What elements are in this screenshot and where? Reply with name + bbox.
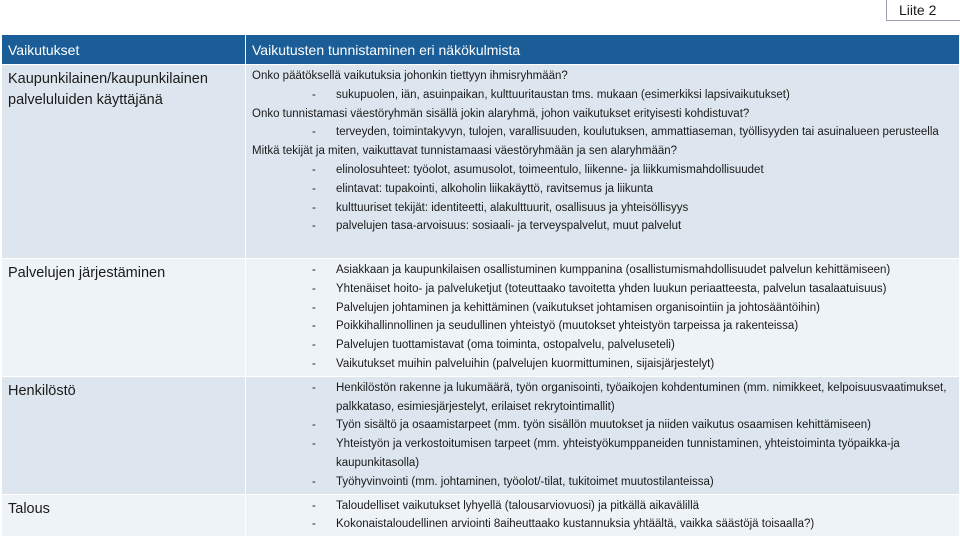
list-item: - Kokonaistaloudellinen arviointi 8aiheuttaako kustannuksia yhtäältä, vaikka säästöjä toisaalla?) bbox=[312, 518, 815, 531]
list-item: - Poikkihallinnollinen ja seudullinen yhteistyö (muutokset yhteistyön tarpeissa ja rakenteissa) bbox=[312, 320, 799, 333]
list-item: - Työhyvinvointi (mm. johtaminen, työolot/-tilat, tukitoimet muutostilanteissa) bbox=[312, 475, 714, 488]
attachment-label: Liite 2 bbox=[886, 0, 960, 21]
category-talous: Talous bbox=[2, 494, 246, 537]
list-item: - Yhtenäiset hoito- ja palveluketjut (toteuttaako tavoitetta yhden luukun periaatteesta, palvelun tasalaatuisuus) bbox=[312, 282, 887, 295]
impact-table bbox=[1, 34, 960, 537]
list-item: - Henkilöstön rakenne ja lukumäärä, työn organisointi, työaikojen kohdentuminen (mm. nimikkeet, kelpoisuusvaatimukset, palkkataso, esimiesjärjestelyt, erilaiset rekrytointimallit) bbox=[312, 381, 947, 413]
list-item: - sukupuolen, iän, asuinpaikan, kulttuuritaustan tms. mukaan (esimerkiksi lapsivaikutukset) bbox=[312, 88, 790, 101]
row-content bbox=[246, 65, 960, 259]
question: Onko tunnistamasi väestöryhmän sisällä jokin alaryhmä, johon vaikutukset erityisesti kohdistuvat? bbox=[252, 107, 750, 120]
list-item: - Taloudelliset vaikutukset lyhyellä (talousarviovuosi) ja pitkällä aikavälillä bbox=[312, 499, 700, 512]
row-content bbox=[246, 376, 960, 494]
list-item: - Yhteistyön ja verkostoitumisen tarpeet (mm. yhteistyökumppaneiden tunnistaminen, yhteistoiminta työpaikka-ja kaupunkitasolla) bbox=[312, 438, 900, 469]
category-kaupunkilainen: Kaupunkilainen/kaupunkilainen palveluluiden käyttäjänä bbox=[2, 65, 246, 259]
list-item: - elinolosuhteet: työolot, asumusolot, toimeentulo, liikenne- ja liikkumismahdollisuudet bbox=[312, 163, 764, 176]
list-item: - palvelujen tasa-arvoisuus: sosiaali- ja terveyspalvelut, muut palvelut bbox=[312, 220, 682, 233]
table-row bbox=[2, 65, 960, 259]
list-item: - Palvelujen tuottamistavat (oma toiminta, ostopalvelu, palveluseteli) bbox=[312, 339, 675, 352]
question: Mitkä tekijät ja miten, vaikuttavat tunnistamaasi väestöryhmään ja sen alaryhmään? bbox=[252, 145, 678, 158]
list-item: - elintavat: tupakointi, alkoholin liikakäyttö, ravitsemus ja liikunta bbox=[312, 182, 654, 195]
question: Onko päätöksellä vaikutuksia johonkin tiettyyn ihmisryhmään? bbox=[252, 70, 568, 82]
table-header-row bbox=[2, 35, 960, 65]
table-row bbox=[2, 494, 960, 537]
header-vaikutukset: Vaikutukset bbox=[2, 35, 246, 65]
row-content bbox=[246, 259, 960, 377]
category-henkilosto: Henkilöstö bbox=[2, 376, 246, 494]
table-row bbox=[2, 259, 960, 377]
row-content bbox=[246, 494, 960, 537]
category-palvelujen-jarjestaminen: Palvelujen järjestäminen bbox=[2, 259, 246, 377]
list-item: - terveyden, toimintakyvyn, tulojen, varallisuuden, koulutuksen, ammattiaseman, työllisyyden tai asuinalueen perusteella bbox=[312, 126, 939, 139]
table-row bbox=[2, 376, 960, 494]
list-item: - Asiakkaan ja kaupunkilaisen osallistuminen kumppanina (osallistumismahdollisuudet palvelun kehittämiseen) bbox=[312, 264, 891, 276]
header-tunnistaminen: Vaikutusten tunnistaminen eri näkökulmista bbox=[246, 35, 960, 65]
list-item: - Vaikutukset muihin palveluihin (palvelujen kuormittuminen, sijaisjärjestelyt) bbox=[312, 357, 715, 370]
list-item: - kulttuuriset tekijät: identiteetti, alakulttuurit, osallisuus ja yhteisöllisyys bbox=[312, 201, 689, 214]
list-item: - Palvelujen johtaminen ja kehittäminen (vaikutukset johtamisen organisointiin ja johtosääntöihin) bbox=[312, 301, 820, 314]
list-item: - Työn sisältö ja osaamistarpeet (mm. työn sisällön muutokset ja niiden vaikutus osaamisen kehittämiseen) bbox=[312, 419, 871, 432]
